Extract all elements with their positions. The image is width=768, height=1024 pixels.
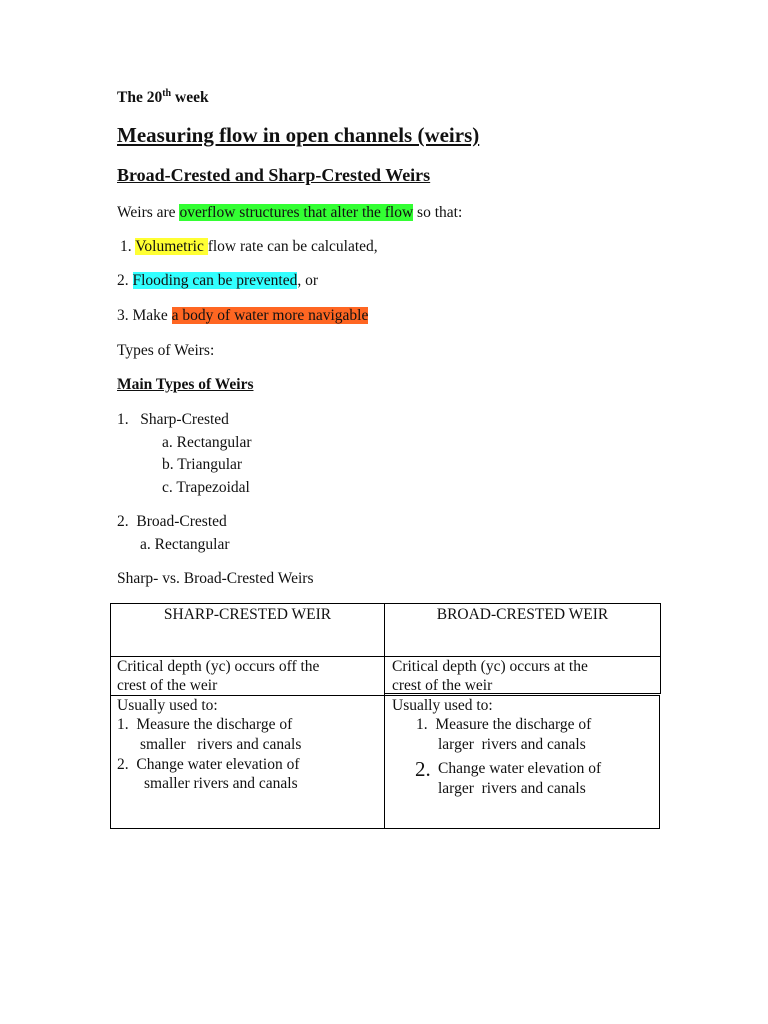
critical-right-line-2: crest of the weir [392,677,493,694]
type-sharp-crested: 1. Sharp-Crested [117,411,229,428]
usage-left-item-1-cont: smaller rivers and canals [140,736,302,753]
type-sharp-sub-a: a. Rectangular [162,434,252,451]
type-sharp-sub-b: b. Triangular [162,456,243,473]
usage-right-intro: Usually used to: [392,697,493,714]
usage-right-item-2-cont: larger rivers and canals [438,780,586,797]
usage-left-item-2-cont: smaller rivers and canals [144,775,298,792]
usage-right-item-1-cont: larger rivers and canals [438,736,586,753]
point-1: 1. Volumetric flow rate can be calculated, [120,238,378,255]
critical-left-line-2: crest of the weir [117,677,218,694]
critical-cell-right [384,656,661,694]
main-types-heading: Main Types of Weirs [117,376,254,393]
usage-left-intro: Usually used to: [117,697,218,714]
type-broad-crested: 2. Broad-Crested [117,513,227,530]
table-header-broad: BROAD-CRESTED WEIR [436,606,609,623]
table-header-cell-right [384,603,661,657]
critical-right-line-1: Critical depth (yc) occurs at the [392,658,588,675]
table-header-cell-left [110,603,385,657]
usage-right-item-2: Change water elevation of [438,760,602,777]
intro-sentence: Weirs are overflow structures that alter the flow so that: [117,204,463,221]
usage-cell-left [110,695,385,829]
page-title: Measuring flow in open channels (weirs) [117,123,480,147]
usage-right-item-2-number: 2. [415,757,431,781]
table-header-sharp: SHARP-CRESTED WEIR [163,606,332,623]
usage-left-item-2: 2. Change water elevation of [117,756,300,773]
critical-cell-left [110,656,385,696]
usage-left-item-1: 1. Measure the discharge of [117,716,293,733]
point-2: 2. Flooding can be prevented, or [117,272,319,289]
section-subtitle: Broad-Crested and Sharp-Crested Weirs [117,165,431,185]
compare-label: Sharp- vs. Broad-Crested Weirs [117,570,314,587]
usage-cell-right [384,695,660,829]
week-heading: The 20th week [117,87,209,106]
usage-right-item-1: 1. Measure the discharge of [416,716,592,733]
type-broad-sub-a: a. Rectangular [140,536,230,553]
type-sharp-sub-c: c. Trapezoidal [162,479,250,496]
point-3: 3. Make a body of water more navigable [117,307,369,324]
critical-left-line-1: Critical depth (yc) occurs off the [117,658,320,675]
types-label: Types of Weirs: [117,342,215,359]
